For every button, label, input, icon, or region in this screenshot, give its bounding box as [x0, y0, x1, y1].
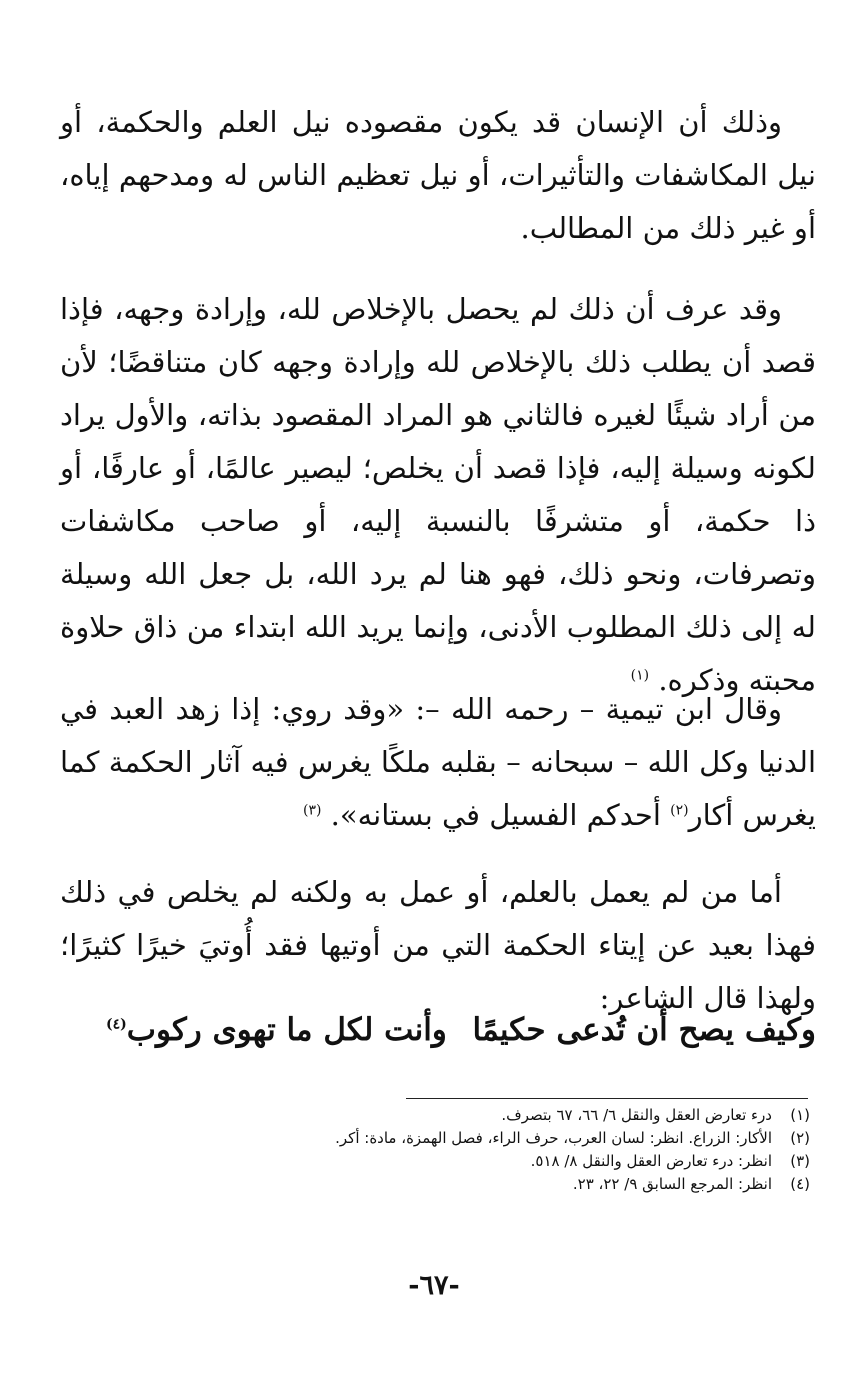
- verse-second-hemistich-wrap: [106, 1000, 447, 1060]
- footnote-item: [60, 1127, 810, 1150]
- footnote-ref-3: (٣): [302, 802, 322, 819]
- paragraph-3: [60, 683, 816, 842]
- paragraph-4-text: أما من لم يعمل بالعلم، أو عمل به ولكنه لم يخلص في ذلك فهذا بعيد عن إيتاء الحكمة التي من أوتيها فقد أُوتيَ خيرًا كثيرًا؛ ولهذا قال الشاعر:: [60, 875, 816, 1015]
- footnote-text: الأكار: الزراع. انظر: لسان العرب، حرف الراء، فصل الهمزة، مادة: أكر.: [335, 1129, 772, 1147]
- paragraph-2: [60, 283, 816, 707]
- paragraph-1-text: وذلك أن الإنسان قد يكون مقصوده نيل العلم والحكمة، أو نيل المكاشفات والتأثيرات، أو نيل تعظيم الناس له ومدحهم إياه، أو غير ذلك من المطالب.: [60, 105, 816, 245]
- paragraph-1: [60, 96, 816, 255]
- footnote-divider: [406, 1098, 808, 1099]
- footnote-text: انظر: المرجع السابق ٩/ ٢٢، ٢٣.: [572, 1175, 772, 1193]
- footnote-ref-1: (١): [630, 667, 650, 684]
- paragraph-2-text: وقد عرف أن ذلك لم يحصل بالإخلاص لله، وإرادة وجهه، فإذا قصد أن يطلب ذلك بالإخلاص لله وإرادة وجهه كان متناقضًا؛ لأن من أراد شيئًا لغيره فالثاني هو المراد المقصود بذاته، والأول يراد لكونه وسيلة إليه، فإذا قصد أن يخلص؛ ليصير عالمًا، أو عارفًا، أو ذا حكمة، أو متشرفًا بالنسبة إليه، أو صاحب مكاشفات وتصرفات، ونحو ذلك، فهو هنا لم يرد الله، بل جعل الله وسيلة له إلى ذلك المطلوب الأدنى، وإنما يريد الله ابتداء من ذاق حلاوة محبته وذكره.: [60, 292, 816, 697]
- footnote-text: درء تعارض العقل والنقل ٦/ ٦٦، ٦٧ بتصرف.: [501, 1106, 772, 1124]
- page-number: -٦٧-: [408, 1270, 460, 1301]
- verse-second-hemistich: وأنت لكل ما تهوى ركوب: [126, 1012, 447, 1048]
- poetry-verse: [50, 1000, 816, 1060]
- footnote-text: انظر: درء تعارض العقل والنقل ٨/ ٥١٨.: [530, 1152, 772, 1170]
- footnote-item: [60, 1150, 810, 1173]
- footnote-item: [60, 1173, 810, 1196]
- footnote-number: (١): [790, 1106, 810, 1124]
- footnote-number: (٢): [790, 1129, 810, 1147]
- footnote-number: (٤): [790, 1175, 810, 1193]
- footnote-ref-2: (٢): [670, 802, 689, 819]
- footnote-ref-4: (٤): [106, 1016, 127, 1033]
- verse-first-hemistich: وكيف يصح أن تُدعى حكيمًا: [472, 1012, 816, 1048]
- paragraph-3-text-b: أحدكم الفسيل في بستانه».: [330, 798, 671, 832]
- footnote-number: (٣): [790, 1152, 810, 1170]
- footnotes-section: [60, 1104, 810, 1196]
- footnote-item: [60, 1104, 810, 1127]
- paragraph-3-text-a: وقال ابن تيمية – رحمه الله –: «وقد روي: إذا زهد العبد في الدنيا وكل الله – سبحانه – بقلبه ملكًا يغرس فيه آثار الحكمة كما يغرس أكار: [60, 692, 816, 832]
